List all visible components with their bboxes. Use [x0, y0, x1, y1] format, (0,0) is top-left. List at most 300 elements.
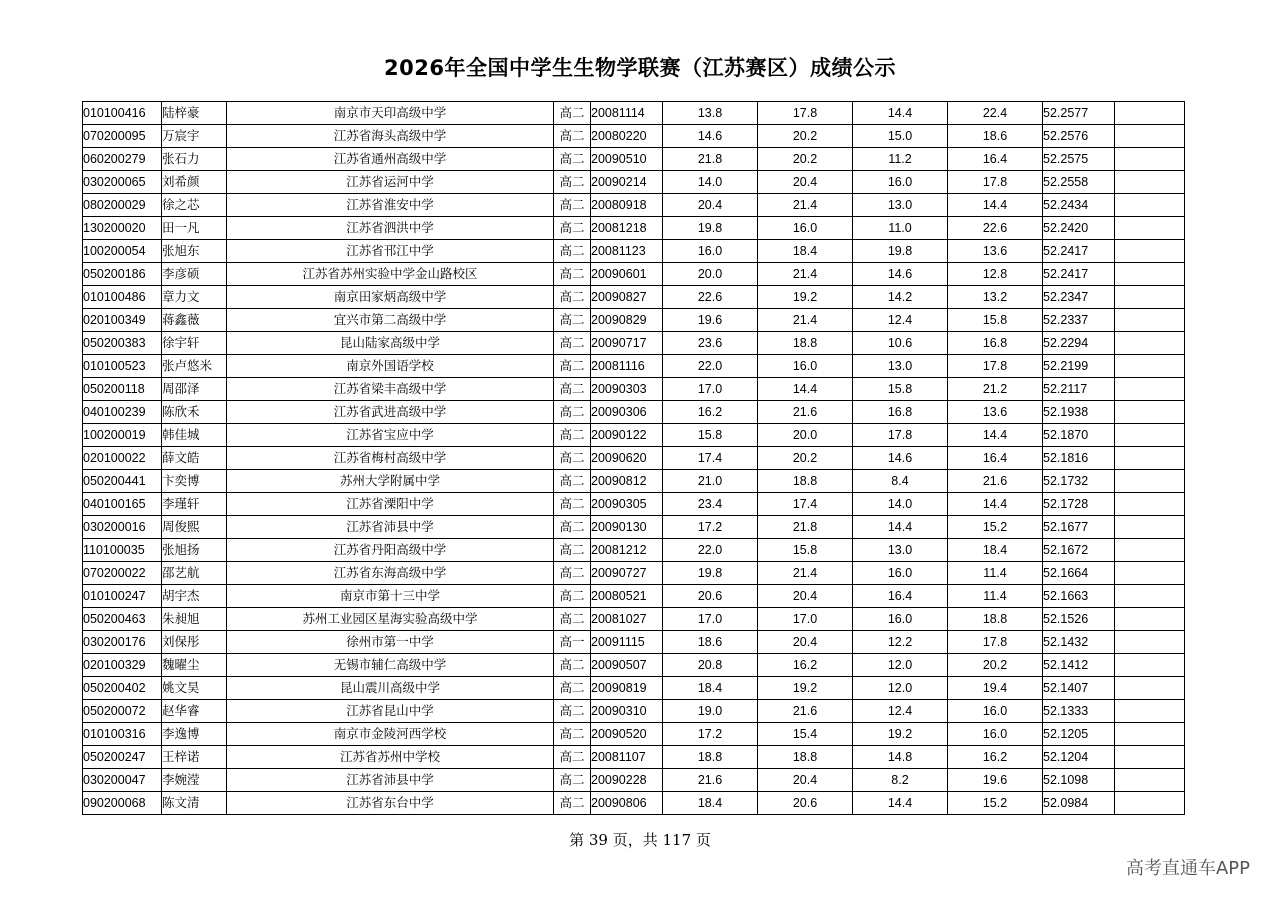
cell-name: 徐之芯 — [162, 194, 227, 217]
cell-empty — [1115, 125, 1185, 148]
cell-grade: 高二 — [554, 746, 591, 769]
table-row — [83, 562, 1185, 585]
cell-score-1: 17.4 — [663, 447, 758, 470]
cell-score-4: 14.4 — [948, 493, 1043, 516]
cell-exam-id: 050200247 — [83, 746, 162, 769]
cell-score-3: 8.4 — [853, 470, 948, 493]
cell-exam-id: 020100022 — [83, 447, 162, 470]
cell-score-2: 20.4 — [758, 769, 853, 792]
cell-total: 52.1098 — [1043, 769, 1115, 792]
cell-exam-id: 130200020 — [83, 217, 162, 240]
cell-school: 江苏省运河中学 — [227, 171, 554, 194]
cell-birthdate: 20081212 — [591, 539, 663, 562]
cell-score-2: 17.4 — [758, 493, 853, 516]
cell-score-2: 20.2 — [758, 125, 853, 148]
cell-score-1: 15.8 — [663, 424, 758, 447]
cell-score-1: 17.0 — [663, 608, 758, 631]
cell-score-4: 18.8 — [948, 608, 1043, 631]
cell-score-4: 22.6 — [948, 217, 1043, 240]
cell-birthdate: 20080918 — [591, 194, 663, 217]
cell-score-4: 16.8 — [948, 332, 1043, 355]
cell-school: 江苏省宝应中学 — [227, 424, 554, 447]
cell-school: 江苏省武进高级中学 — [227, 401, 554, 424]
cell-birthdate: 20081123 — [591, 240, 663, 263]
cell-total: 52.0984 — [1043, 792, 1115, 815]
table-row — [83, 585, 1185, 608]
cell-exam-id: 010100486 — [83, 286, 162, 309]
cell-exam-id: 010100316 — [83, 723, 162, 746]
table-row — [83, 309, 1185, 332]
cell-grade: 高二 — [554, 470, 591, 493]
cell-birthdate: 20090819 — [591, 677, 663, 700]
cell-empty — [1115, 562, 1185, 585]
cell-school: 江苏省溧阳中学 — [227, 493, 554, 516]
cell-score-2: 21.6 — [758, 401, 853, 424]
cell-school: 苏州工业园区星海实验高级中学 — [227, 608, 554, 631]
cell-school: 江苏省梁丰高级中学 — [227, 378, 554, 401]
score-table — [82, 101, 1185, 815]
cell-school: 无锡市辅仁高级中学 — [227, 654, 554, 677]
table-row — [83, 286, 1185, 309]
cell-name: 章力文 — [162, 286, 227, 309]
cell-score-1: 16.2 — [663, 401, 758, 424]
cell-score-3: 12.4 — [853, 309, 948, 332]
cell-name: 田一凡 — [162, 217, 227, 240]
cell-school: 昆山陆家高级中学 — [227, 332, 554, 355]
cell-score-1: 17.2 — [663, 516, 758, 539]
cell-score-3: 11.2 — [853, 148, 948, 171]
cell-score-2: 21.4 — [758, 263, 853, 286]
cell-exam-id: 050200441 — [83, 470, 162, 493]
cell-school: 南京市金陵河西学校 — [227, 723, 554, 746]
cell-school: 南京市第十三中学 — [227, 585, 554, 608]
cell-score-1: 19.8 — [663, 562, 758, 585]
cell-empty — [1115, 608, 1185, 631]
cell-score-2: 19.2 — [758, 677, 853, 700]
cell-birthdate: 20090601 — [591, 263, 663, 286]
cell-score-1: 20.0 — [663, 263, 758, 286]
cell-score-1: 18.8 — [663, 746, 758, 769]
cell-score-2: 18.8 — [758, 470, 853, 493]
cell-school: 江苏省苏州中学校 — [227, 746, 554, 769]
cell-exam-id: 030200065 — [83, 171, 162, 194]
cell-score-3: 10.6 — [853, 332, 948, 355]
cell-school: 南京市天印高级中学 — [227, 102, 554, 125]
cell-name: 张卢悠米 — [162, 355, 227, 378]
cell-grade: 高二 — [554, 194, 591, 217]
cell-score-4: 16.0 — [948, 723, 1043, 746]
cell-school: 江苏省海头高级中学 — [227, 125, 554, 148]
cell-score-3: 13.0 — [853, 194, 948, 217]
cell-total: 52.2434 — [1043, 194, 1115, 217]
cell-score-3: 16.0 — [853, 562, 948, 585]
cell-grade: 高二 — [554, 677, 591, 700]
cell-exam-id: 050200463 — [83, 608, 162, 631]
table-row — [83, 171, 1185, 194]
cell-school: 江苏省淮安中学 — [227, 194, 554, 217]
cell-exam-id: 100200054 — [83, 240, 162, 263]
table-row — [83, 769, 1185, 792]
cell-empty — [1115, 240, 1185, 263]
cell-birthdate: 20090520 — [591, 723, 663, 746]
cell-birthdate: 20081107 — [591, 746, 663, 769]
cell-name: 陈欣禾 — [162, 401, 227, 424]
cell-score-3: 14.0 — [853, 493, 948, 516]
table-row — [83, 470, 1185, 493]
cell-birthdate: 20080220 — [591, 125, 663, 148]
cell-birthdate: 20090827 — [591, 286, 663, 309]
table-row — [83, 792, 1185, 815]
cell-score-2: 20.4 — [758, 171, 853, 194]
table-row — [83, 401, 1185, 424]
cell-score-3: 12.4 — [853, 700, 948, 723]
cell-score-1: 22.0 — [663, 355, 758, 378]
cell-score-2: 20.0 — [758, 424, 853, 447]
cell-name: 蒋鑫薇 — [162, 309, 227, 332]
cell-score-3: 13.0 — [853, 539, 948, 562]
cell-score-1: 22.0 — [663, 539, 758, 562]
table-row — [83, 493, 1185, 516]
cell-birthdate: 20090130 — [591, 516, 663, 539]
cell-score-2: 20.4 — [758, 585, 853, 608]
cell-grade: 高一 — [554, 631, 591, 654]
cell-grade: 高二 — [554, 378, 591, 401]
cell-score-4: 22.4 — [948, 102, 1043, 125]
cell-score-1: 16.0 — [663, 240, 758, 263]
cell-name: 李婉滢 — [162, 769, 227, 792]
cell-score-4: 14.4 — [948, 424, 1043, 447]
cell-score-2: 16.0 — [758, 355, 853, 378]
cell-school: 南京田家炳高级中学 — [227, 286, 554, 309]
cell-grade: 高二 — [554, 148, 591, 171]
cell-name: 王梓诺 — [162, 746, 227, 769]
cell-score-3: 15.8 — [853, 378, 948, 401]
cell-exam-id: 050200186 — [83, 263, 162, 286]
cell-name: 姚文昊 — [162, 677, 227, 700]
cell-birthdate: 20090620 — [591, 447, 663, 470]
cell-empty — [1115, 148, 1185, 171]
cell-grade: 高二 — [554, 286, 591, 309]
cell-total: 52.1526 — [1043, 608, 1115, 631]
cell-grade: 高二 — [554, 171, 591, 194]
cell-score-3: 12.0 — [853, 654, 948, 677]
cell-grade: 高二 — [554, 309, 591, 332]
cell-name: 薛文皓 — [162, 447, 227, 470]
cell-name: 徐宇轩 — [162, 332, 227, 355]
cell-name: 韩佳城 — [162, 424, 227, 447]
cell-school: 江苏省东台中学 — [227, 792, 554, 815]
cell-total: 52.1205 — [1043, 723, 1115, 746]
cell-grade: 高二 — [554, 700, 591, 723]
cell-birthdate: 20090214 — [591, 171, 663, 194]
cell-school: 江苏省邗江中学 — [227, 240, 554, 263]
cell-score-4: 15.2 — [948, 792, 1043, 815]
page-title: 2026年全国中学生生物学联赛（江苏赛区）成绩公示 — [384, 56, 896, 80]
cell-school: 江苏省东海高级中学 — [227, 562, 554, 585]
cell-score-2: 21.6 — [758, 700, 853, 723]
cell-score-3: 16.0 — [853, 608, 948, 631]
cell-exam-id: 010100247 — [83, 585, 162, 608]
table-row — [83, 539, 1185, 562]
cell-score-2: 18.4 — [758, 240, 853, 263]
cell-empty — [1115, 493, 1185, 516]
cell-empty — [1115, 171, 1185, 194]
cell-grade: 高二 — [554, 332, 591, 355]
cell-school: 苏州大学附属中学 — [227, 470, 554, 493]
cell-name: 刘希颜 — [162, 171, 227, 194]
cell-exam-id: 090200068 — [83, 792, 162, 815]
cell-grade: 高二 — [554, 516, 591, 539]
cell-score-2: 20.2 — [758, 447, 853, 470]
cell-total: 52.1816 — [1043, 447, 1115, 470]
cell-name: 陆梓豪 — [162, 102, 227, 125]
cell-exam-id: 100200019 — [83, 424, 162, 447]
cell-score-4: 20.2 — [948, 654, 1043, 677]
cell-score-4: 17.8 — [948, 355, 1043, 378]
cell-total: 52.2558 — [1043, 171, 1115, 194]
cell-score-3: 14.2 — [853, 286, 948, 309]
cell-exam-id: 030200047 — [83, 769, 162, 792]
cell-score-4: 19.6 — [948, 769, 1043, 792]
cell-empty — [1115, 263, 1185, 286]
cell-score-1: 18.4 — [663, 677, 758, 700]
table-row — [83, 746, 1185, 769]
cell-exam-id: 010100523 — [83, 355, 162, 378]
cell-score-2: 17.8 — [758, 102, 853, 125]
cell-empty — [1115, 309, 1185, 332]
cell-birthdate: 20090510 — [591, 148, 663, 171]
cell-score-4: 11.4 — [948, 562, 1043, 585]
cell-birthdate: 20090727 — [591, 562, 663, 585]
table-row — [83, 424, 1185, 447]
cell-name: 朱昶旭 — [162, 608, 227, 631]
cell-grade: 高二 — [554, 654, 591, 677]
cell-school: 江苏省通州高级中学 — [227, 148, 554, 171]
cell-exam-id: 010100416 — [83, 102, 162, 125]
cell-birthdate: 20090305 — [591, 493, 663, 516]
cell-total: 52.1732 — [1043, 470, 1115, 493]
cell-score-3: 17.8 — [853, 424, 948, 447]
cell-empty — [1115, 654, 1185, 677]
cell-exam-id: 030200176 — [83, 631, 162, 654]
cell-score-4: 16.4 — [948, 148, 1043, 171]
cell-birthdate: 20090303 — [591, 378, 663, 401]
cell-total: 52.1204 — [1043, 746, 1115, 769]
cell-total: 52.1938 — [1043, 401, 1115, 424]
cell-grade: 高二 — [554, 608, 591, 631]
cell-school: 江苏省泗洪中学 — [227, 217, 554, 240]
cell-empty — [1115, 677, 1185, 700]
cell-grade: 高二 — [554, 493, 591, 516]
cell-score-1: 22.6 — [663, 286, 758, 309]
cell-score-1: 21.0 — [663, 470, 758, 493]
cell-total: 52.1663 — [1043, 585, 1115, 608]
cell-school: 江苏省沛县中学 — [227, 516, 554, 539]
cell-score-2: 21.8 — [758, 516, 853, 539]
cell-grade: 高二 — [554, 723, 591, 746]
cell-score-3: 11.0 — [853, 217, 948, 240]
cell-score-1: 23.6 — [663, 332, 758, 355]
table-row — [83, 378, 1185, 401]
table-row — [83, 102, 1185, 125]
cell-score-4: 18.6 — [948, 125, 1043, 148]
cell-score-1: 18.4 — [663, 792, 758, 815]
cell-school: 昆山震川高级中学 — [227, 677, 554, 700]
cell-empty — [1115, 539, 1185, 562]
cell-school: 江苏省沛县中学 — [227, 769, 554, 792]
cell-score-3: 16.0 — [853, 171, 948, 194]
table-row — [83, 263, 1185, 286]
cell-score-4: 15.8 — [948, 309, 1043, 332]
cell-grade: 高二 — [554, 240, 591, 263]
cell-score-2: 16.2 — [758, 654, 853, 677]
table-row — [83, 332, 1185, 355]
cell-score-4: 14.4 — [948, 194, 1043, 217]
cell-score-2: 18.8 — [758, 332, 853, 355]
cell-empty — [1115, 378, 1185, 401]
page-number: 第 39 页，共 117 页 — [569, 831, 711, 849]
cell-grade: 高二 — [554, 792, 591, 815]
cell-total: 52.1333 — [1043, 700, 1115, 723]
cell-score-4: 13.6 — [948, 240, 1043, 263]
cell-empty — [1115, 332, 1185, 355]
cell-score-1: 17.2 — [663, 723, 758, 746]
cell-exam-id: 050200072 — [83, 700, 162, 723]
cell-name: 卞奕博 — [162, 470, 227, 493]
cell-school: 徐州市第一中学 — [227, 631, 554, 654]
table-row — [83, 217, 1185, 240]
cell-total: 52.2420 — [1043, 217, 1115, 240]
cell-name: 赵华睿 — [162, 700, 227, 723]
table-row — [83, 447, 1185, 470]
cell-birthdate: 20081116 — [591, 355, 663, 378]
cell-score-3: 14.6 — [853, 263, 948, 286]
cell-birthdate: 20090306 — [591, 401, 663, 424]
cell-total: 52.1728 — [1043, 493, 1115, 516]
cell-score-1: 18.6 — [663, 631, 758, 654]
cell-score-1: 19.8 — [663, 217, 758, 240]
cell-score-4: 17.8 — [948, 631, 1043, 654]
watermark: 高考直通车APP — [1125, 858, 1250, 879]
cell-grade: 高二 — [554, 539, 591, 562]
cell-grade: 高二 — [554, 424, 591, 447]
cell-birthdate: 20081027 — [591, 608, 663, 631]
cell-birthdate: 20081218 — [591, 217, 663, 240]
cell-score-4: 16.2 — [948, 746, 1043, 769]
cell-score-1: 21.6 — [663, 769, 758, 792]
cell-score-1: 14.0 — [663, 171, 758, 194]
cell-total: 52.2337 — [1043, 309, 1115, 332]
cell-total: 52.2417 — [1043, 240, 1115, 263]
cell-empty — [1115, 286, 1185, 309]
cell-grade: 高二 — [554, 401, 591, 424]
cell-score-1: 20.6 — [663, 585, 758, 608]
cell-empty — [1115, 769, 1185, 792]
cell-score-3: 13.0 — [853, 355, 948, 378]
cell-total: 52.2294 — [1043, 332, 1115, 355]
cell-total: 52.1870 — [1043, 424, 1115, 447]
cell-score-2: 19.2 — [758, 286, 853, 309]
table-row — [83, 240, 1185, 263]
cell-score-3: 12.2 — [853, 631, 948, 654]
cell-birthdate: 20081114 — [591, 102, 663, 125]
cell-exam-id: 030200016 — [83, 516, 162, 539]
cell-name: 周邵泽 — [162, 378, 227, 401]
cell-school: 江苏省昆山中学 — [227, 700, 554, 723]
cell-score-4: 18.4 — [948, 539, 1043, 562]
cell-score-1: 17.0 — [663, 378, 758, 401]
table-row — [83, 677, 1185, 700]
cell-school: 南京外国语学校 — [227, 355, 554, 378]
cell-empty — [1115, 700, 1185, 723]
cell-score-1: 21.8 — [663, 148, 758, 171]
cell-score-2: 15.4 — [758, 723, 853, 746]
cell-score-1: 13.8 — [663, 102, 758, 125]
cell-score-1: 14.6 — [663, 125, 758, 148]
cell-name: 魏曜尘 — [162, 654, 227, 677]
cell-name: 刘保彤 — [162, 631, 227, 654]
cell-score-4: 11.4 — [948, 585, 1043, 608]
cell-grade: 高二 — [554, 769, 591, 792]
cell-exam-id: 040100239 — [83, 401, 162, 424]
cell-score-4: 21.2 — [948, 378, 1043, 401]
cell-birthdate: 20090812 — [591, 470, 663, 493]
cell-score-4: 13.2 — [948, 286, 1043, 309]
cell-grade: 高二 — [554, 217, 591, 240]
table-row — [83, 654, 1185, 677]
cell-score-3: 14.4 — [853, 792, 948, 815]
cell-total: 52.2347 — [1043, 286, 1115, 309]
cell-score-4: 16.0 — [948, 700, 1043, 723]
cell-score-2: 17.0 — [758, 608, 853, 631]
cell-score-1: 19.0 — [663, 700, 758, 723]
cell-score-4: 16.4 — [948, 447, 1043, 470]
cell-grade: 高二 — [554, 263, 591, 286]
cell-score-2: 20.6 — [758, 792, 853, 815]
cell-empty — [1115, 102, 1185, 125]
cell-exam-id: 080200029 — [83, 194, 162, 217]
cell-score-3: 14.4 — [853, 102, 948, 125]
cell-exam-id: 040100165 — [83, 493, 162, 516]
cell-score-4: 17.8 — [948, 171, 1043, 194]
cell-grade: 高二 — [554, 562, 591, 585]
cell-birthdate: 20080521 — [591, 585, 663, 608]
cell-empty — [1115, 194, 1185, 217]
cell-score-3: 16.4 — [853, 585, 948, 608]
cell-name: 李逸博 — [162, 723, 227, 746]
cell-name: 张旭东 — [162, 240, 227, 263]
table-row — [83, 516, 1185, 539]
cell-score-3: 14.8 — [853, 746, 948, 769]
cell-empty — [1115, 746, 1185, 769]
cell-name: 李瑾轩 — [162, 493, 227, 516]
cell-total: 52.2199 — [1043, 355, 1115, 378]
score-table-body — [83, 102, 1185, 815]
cell-exam-id: 070200022 — [83, 562, 162, 585]
cell-birthdate: 20090507 — [591, 654, 663, 677]
cell-total: 52.1432 — [1043, 631, 1115, 654]
cell-score-2: 21.4 — [758, 194, 853, 217]
cell-total: 52.1412 — [1043, 654, 1115, 677]
cell-name: 张旭扬 — [162, 539, 227, 562]
cell-school: 江苏省梅村高级中学 — [227, 447, 554, 470]
cell-exam-id: 050200383 — [83, 332, 162, 355]
cell-school: 江苏省丹阳高级中学 — [227, 539, 554, 562]
cell-score-1: 19.6 — [663, 309, 758, 332]
cell-score-3: 8.2 — [853, 769, 948, 792]
cell-exam-id: 050200118 — [83, 378, 162, 401]
cell-exam-id: 110100035 — [83, 539, 162, 562]
